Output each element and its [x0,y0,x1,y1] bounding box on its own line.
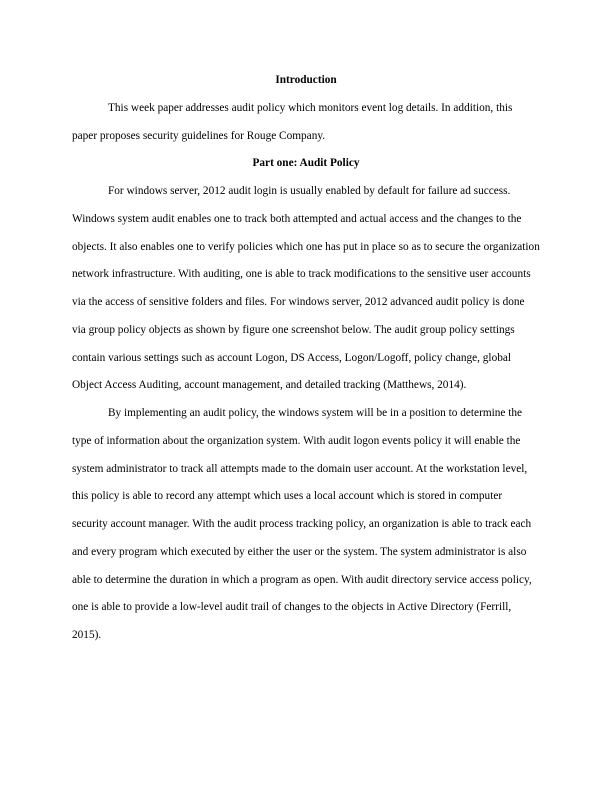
part-one-heading: Part one: Audit Policy [252,157,360,170]
introduction-heading: Introduction [275,74,337,86]
audit-policy-paragraph-1: For windows server, 2012 audit login is usually enabled by default for failure ad success. Windows system audit enables one to track both attempted and actual access and the changes to the objects. It also enables one to verify policies which one has put in place so as to secure the organization network infrastructure. With auditing, one is able to track modifications to the sensitive user accounts via the access of sensitive folders and files. For windows server, 2012 advanced audit policy is done via group policy objects as shown by figure one screenshot below. The audit group policy settings contain various settings such as account Logon, DS Access, Logon/Logoff, policy change, global Object Access Auditing, account management, and detailed tracking (Matthews, 2014). [72,185,540,392]
document-body [72,67,540,650]
introduction-paragraph: This week paper addresses audit policy which monitors event log details. In addition, this paper proposes security guidelines for Rouge Company. [72,101,513,142]
audit-policy-paragraph-2: By implementing an audit policy, the windows system will be in a position to determine the type of information about the organization system. With audit logon events policy it will enable the system administrator to track all attempts made to the domain user account. At the workstation level, this policy is able to record any attempt which uses a local account which is stored in computer security account manager. With the audit process tracking policy, an organization is able to track each and every program which executed by either the user or the system. The system administrator is also able to determine the duration in which a program as open. With audit directory service access policy, one is able to provide a low-level audit trail of changes to the objects in Active Directory (Ferrill, 2015). [72,407,532,641]
